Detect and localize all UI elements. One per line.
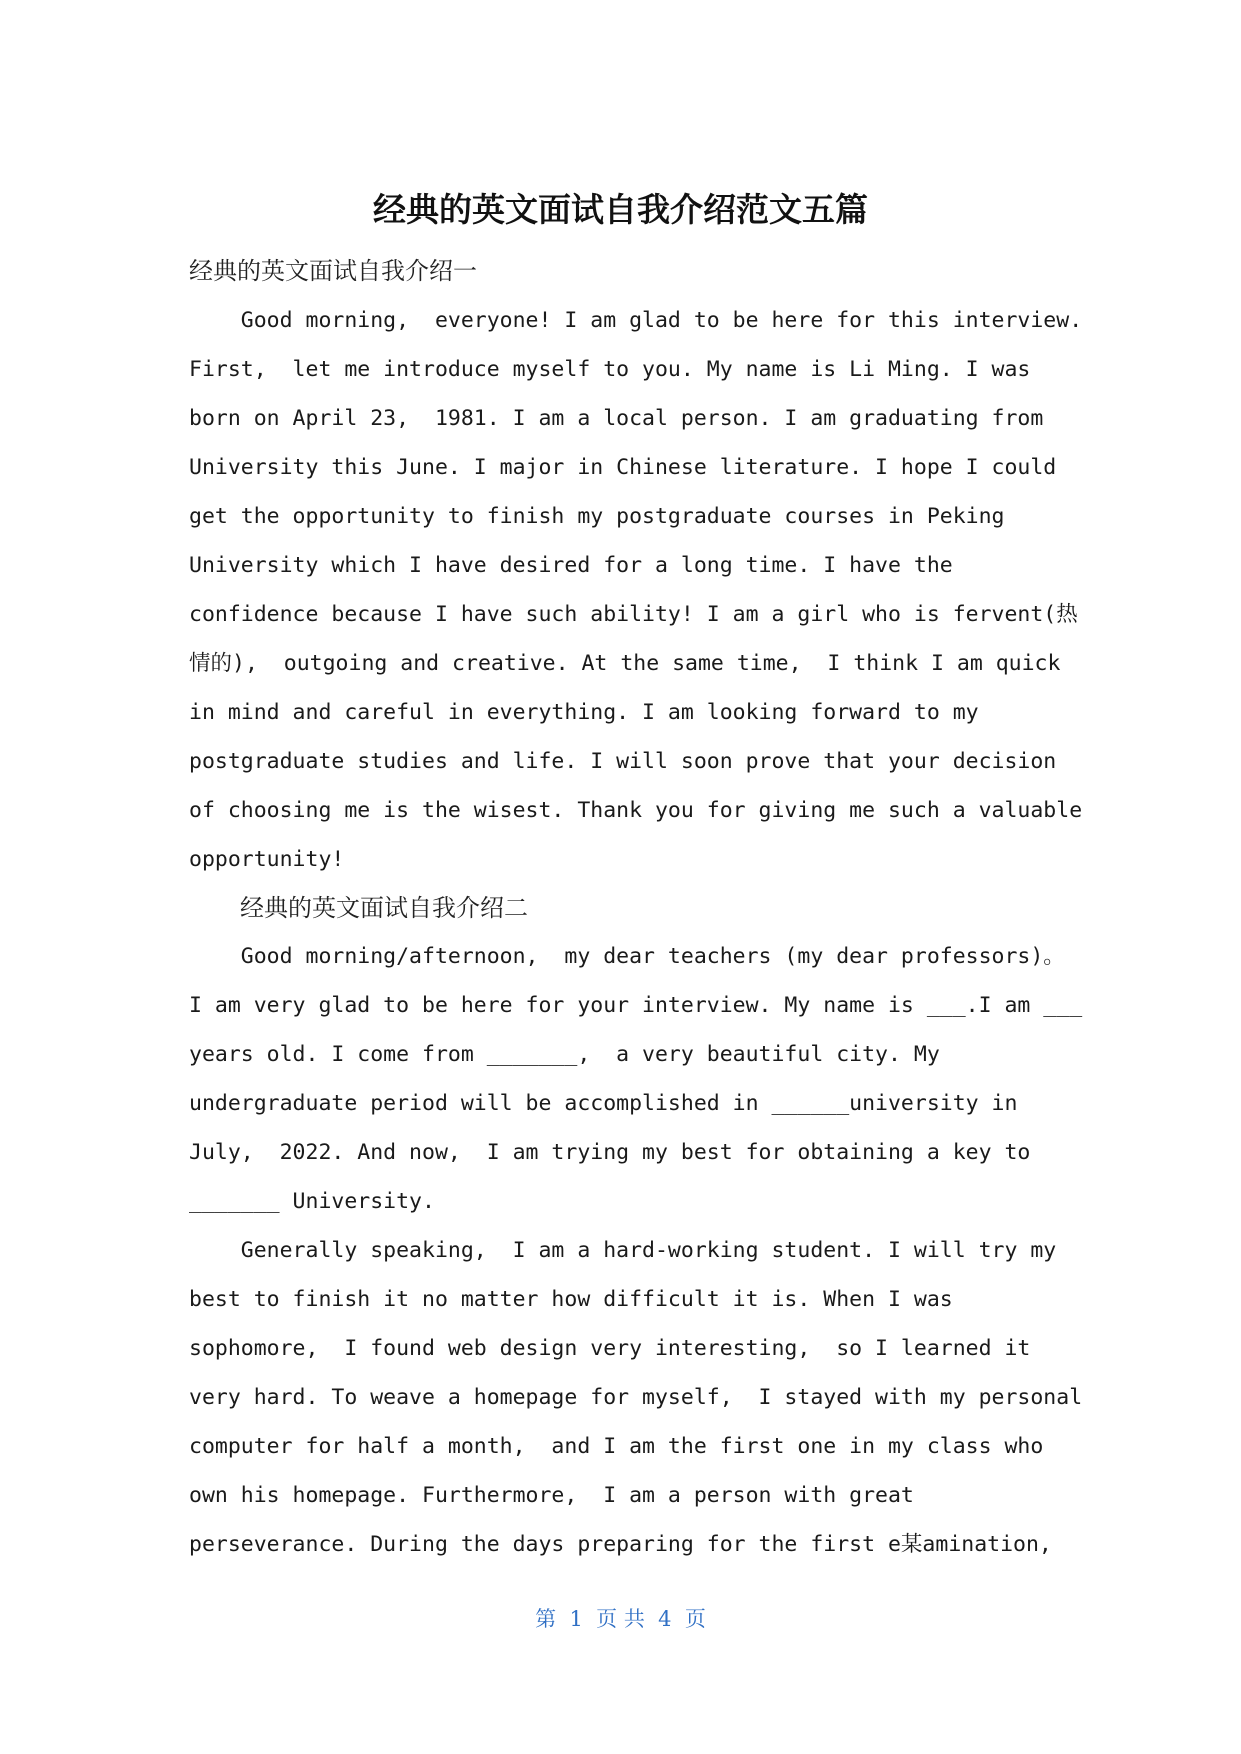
paragraph-line: Generally speaking, I am a hard-working student. I will try my	[189, 1238, 1057, 1263]
paragraph-line: _______ University.	[189, 1189, 435, 1214]
paragraph-line: own his homepage. Furthermore, I am a person with great	[189, 1483, 914, 1508]
paragraph-line: confidence because I have such ability! I am a girl who is fervent(热	[189, 602, 1078, 627]
paragraph-line: computer for half a month, and I am the first one in my class who	[189, 1434, 1044, 1459]
paragraph-line: University this June. I major in Chinese literature. I hope I could	[189, 455, 1057, 480]
section-heading-1: 经典的英文面试自我介绍一	[189, 257, 477, 285]
paragraph-line: born on April 23, 1981. I am a local person. I am graduating from	[189, 406, 1044, 431]
paragraph-line: get the opportunity to finish my postgraduate courses in Peking	[189, 504, 1005, 529]
paragraph-line: in mind and careful in everything. I am looking forward to my	[189, 700, 979, 725]
paragraph-line: University which I have desired for a long time. I have the	[189, 553, 953, 578]
document-title: 经典的英文面试自我介绍范文五篇	[373, 190, 868, 229]
paragraph-line: years old. I come from _______, a very beautiful city. My	[189, 1042, 940, 1067]
paragraph-line: very hard. To weave a homepage for myself, I stayed with my personal	[189, 1385, 1083, 1410]
paragraph-line: First, let me introduce myself to you. My name is Li Ming. I was	[189, 357, 1031, 382]
paragraph-line: perseverance. During the days preparing for the first e某amination,	[189, 1532, 1052, 1557]
paragraph-line: Good morning/afternoon, my dear teachers (my dear professors)。	[189, 944, 1065, 969]
paragraph-line: Good morning, everyone! I am glad to be here for this interview.	[189, 308, 1083, 333]
paragraph-line: postgraduate studies and life. I will soon prove that your decision	[189, 749, 1057, 774]
paragraph-line: July, 2022. And now, I am trying my best for obtaining a key to	[189, 1140, 1031, 1165]
page-footer: 第 1 页 共 4 页	[535, 1607, 706, 1631]
paragraph-line: of choosing me is the wisest. Thank you for giving me such a valuable	[189, 798, 1083, 823]
paragraph-line: opportunity!	[189, 847, 345, 872]
paragraph-line: sophomore, I found web design very interesting, so I learned it	[189, 1336, 1031, 1361]
section-heading-2: 经典的英文面试自我介绍二	[240, 894, 528, 922]
paragraph-line: I am very glad to be here for your interview. My name is ___.I am ___	[189, 993, 1083, 1018]
paragraph-line: 情的), outgoing and creative. At the same time, I think I am quick	[189, 651, 1061, 676]
paragraph-line: best to finish it no matter how difficult it is. When I was	[189, 1287, 953, 1312]
paragraph-line: undergraduate period will be accomplished in ______university in	[189, 1091, 1018, 1116]
